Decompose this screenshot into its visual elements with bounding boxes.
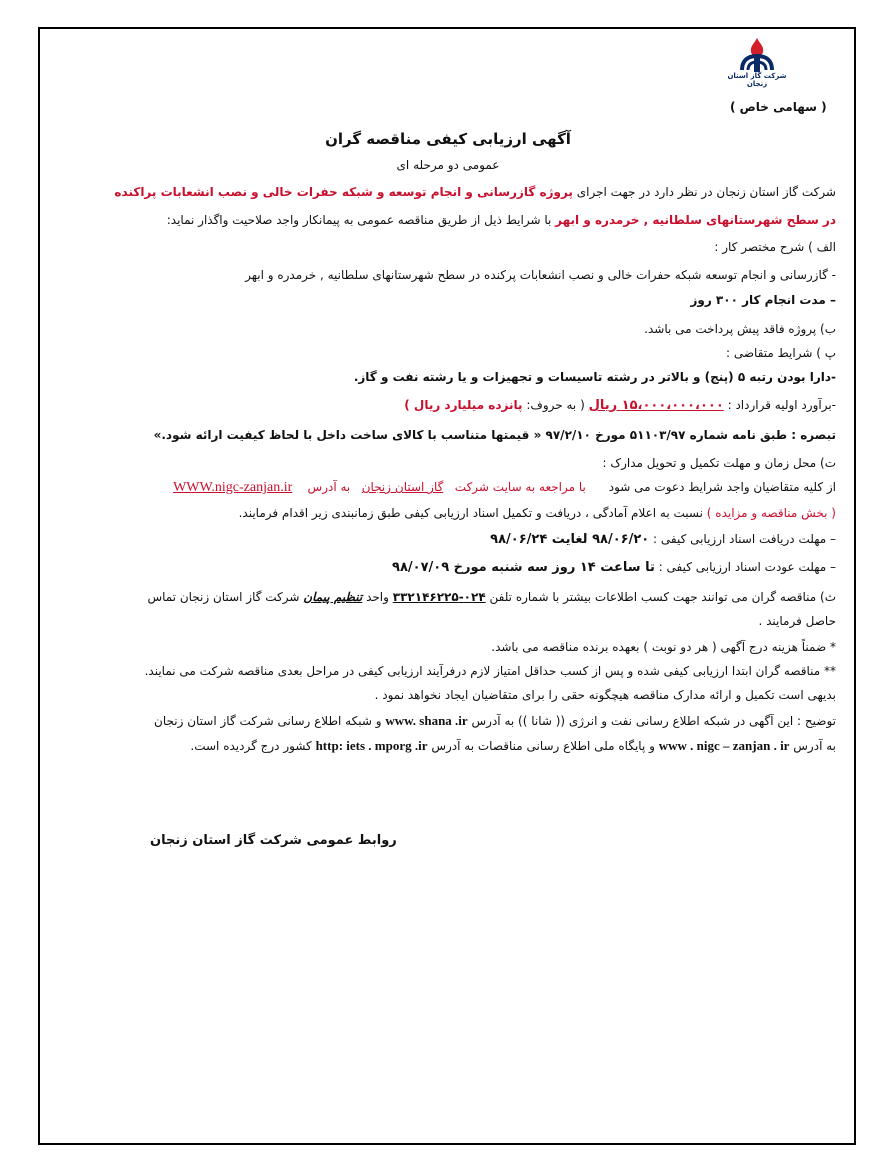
note-ad-cost: * ضمناً هزینه درج آگهی ( هر دو نوبت ) بعهده برنده مناقصه می باشد. bbox=[491, 640, 836, 654]
intro-line-2 bbox=[56, 213, 836, 227]
contact-line-2: حاصل فرمایند . bbox=[758, 614, 836, 628]
notice-title: آگهی ارزیابی کیفی مناقصه گران bbox=[325, 130, 571, 148]
intro-conditions: با شرایط ذیل از طریق مناقصه عمومی به پیمانکار واجد صلاحیت واگذار نماید: bbox=[166, 213, 552, 227]
section-te-heading: ت) محل زمان و مهلت تکمیل و تحویل مدارک : bbox=[602, 456, 836, 470]
logo-caption: شرکت گاز استان زنجان bbox=[727, 72, 787, 88]
company-website-link[interactable]: WWW.nigc-zanjan.ir bbox=[173, 480, 293, 495]
intro-line-1 bbox=[56, 185, 836, 199]
contractor-rank: -دارا بودن رتبه ۵ (پنج) و بالاتر در رشته تاسیسات و تجهیزات و یا رشته نفت و گاز. bbox=[353, 370, 836, 384]
invite-company: گاز استان زنجان bbox=[361, 480, 444, 494]
return-deadline: تا ساعت ۱۴ روز سه شنبه مورخ ۹۸/۰۷/۰۹ bbox=[392, 560, 655, 575]
section-line bbox=[56, 506, 836, 520]
estimate-line bbox=[56, 398, 836, 413]
note-websites-b: و پایگاه ملی اطلاع رسانی مناقصات به آدرس bbox=[431, 739, 655, 753]
intro-plain: شرکت گاز استان زنجان در نظر دارد در جهت اجرای bbox=[576, 185, 836, 199]
price-note: تبصره : طبق نامه شماره ۵۱۱۰۳/۹۷ مورخ ۹۷/۲/۱۰ « قیمتها متناسب با کالای ساخت داخل با لحاظ کیفیت ارائه شود.» bbox=[153, 428, 836, 442]
invite-site: با مراجعه به سایت شرکت bbox=[454, 480, 586, 494]
note-websites bbox=[56, 738, 836, 754]
section-instructions: نسبت به اعلام آمادگی ، دریافت و تکمیل اسناد ارزیابی کیفی طبق زمانبندی زیر اقدام فرمایند. bbox=[238, 506, 703, 520]
section-alef-heading: الف ) شرح مختصر کار : bbox=[714, 240, 836, 254]
receive-deadline-line bbox=[56, 532, 836, 547]
contact-unit: تنظیم پیمان bbox=[303, 590, 363, 604]
notice-subtitle: عمومی دو مرحله ای bbox=[396, 158, 500, 172]
note-websites-c: کشور درج گردیده است. bbox=[190, 739, 312, 753]
estimate-words-prefix: ( به حروف: bbox=[526, 398, 585, 412]
invite-plain: از کلیه متقاضیان واجد شرایط دعوت می شود bbox=[608, 480, 836, 494]
estimate-words: پانزده میلیارد ریال ) bbox=[404, 398, 523, 412]
receive-deadline: ۹۸/۰۶/۲۰ لغایت ۹۸/۰۶/۲۴ bbox=[490, 532, 650, 547]
shana-link[interactable]: www. shana .ir bbox=[385, 713, 468, 728]
tender-section: ( بخش مناقصه و مزایده ) bbox=[706, 506, 836, 520]
estimate-prefix: -برآورد اولیه قرارداد : bbox=[727, 398, 836, 412]
note-shana bbox=[56, 713, 836, 729]
project-region: در سطح شهرستانهای سلطانیه , خرمدره و ابهر bbox=[555, 213, 836, 227]
nigc-link[interactable]: www . nigc – zanjan . ir bbox=[658, 738, 790, 753]
return-deadline-prefix: – مهلت عودت اسناد ارزیابی کیفی : bbox=[658, 560, 836, 574]
contact-line bbox=[56, 590, 836, 604]
share-type: ( سهامی خاص ) bbox=[730, 100, 827, 114]
work-duration: – مدت انجام کار ۳۰۰ روز bbox=[690, 293, 836, 307]
note-evaluation: ** مناقصه گران ابتدا ارزیابی کیفی شده و پس از کسب حداقل امتیاز لازم درفرآیند ارزیابی کیفی در مراحل بعدی مناقصه شرکت می نمایند. bbox=[144, 664, 836, 678]
section-pe-heading: پ ) شرایط متقاضی : bbox=[726, 346, 836, 360]
project-title: پروژه گازرسانی و انجام توسعه و شبکه حفرات خالی و نصب انشعابات پراکنده bbox=[114, 185, 573, 199]
section-be: ب) پروژه فاقد پیش پرداخت می باشد. bbox=[644, 322, 836, 336]
return-deadline-line bbox=[56, 560, 836, 575]
contact-suffix: شرکت گاز استان زنجان تماس bbox=[147, 590, 300, 604]
estimate-amount: ۱۵،۰۰۰،۰۰۰،۰۰۰ ریال bbox=[588, 398, 724, 413]
note-shana-b: و شبکه اطلاع رسانی شرکت گاز استان زنجان bbox=[154, 714, 382, 728]
note-no-rights: بدیهی است تکمیل و ارائه مدارک مناقصه هیچگونه حقی را برای متقاضیان ایجاد نخواهد نمود . bbox=[374, 688, 836, 702]
invite-address: به آدرس bbox=[307, 480, 351, 494]
note-shana-a: توضیح : این آگهی در شبکه اطلاع رسانی نفت و انرژی (( شانا )) به آدرس bbox=[471, 714, 836, 728]
section-alef-desc: - گازرسانی و انجام توسعه شبکه حفرات خالی و نصب انشعابات پرکنده در سطح شهرستانهای سلطانیه , خرمدره و ابهر bbox=[245, 268, 836, 282]
iets-link[interactable]: http: iets . mporg .ir bbox=[315, 738, 428, 753]
contact-phone: ۰۲۴-۳۳۲۱۴۶۲۲۵ bbox=[392, 590, 486, 604]
contact-unit-prefix: واحد bbox=[366, 590, 389, 604]
contact-prefix: ث) مناقصه گران می توانند جهت کسب اطلاعات بیشتر با شماره تلفن bbox=[489, 590, 836, 604]
receive-deadline-prefix: – مهلت دریافت اسناد ارزیابی کیفی : bbox=[653, 532, 836, 546]
invite-line bbox=[56, 480, 836, 496]
signature: روابط عمومی شرکت گاز استان زنجان bbox=[150, 833, 397, 848]
note-websites-a: به آدرس bbox=[793, 739, 836, 753]
